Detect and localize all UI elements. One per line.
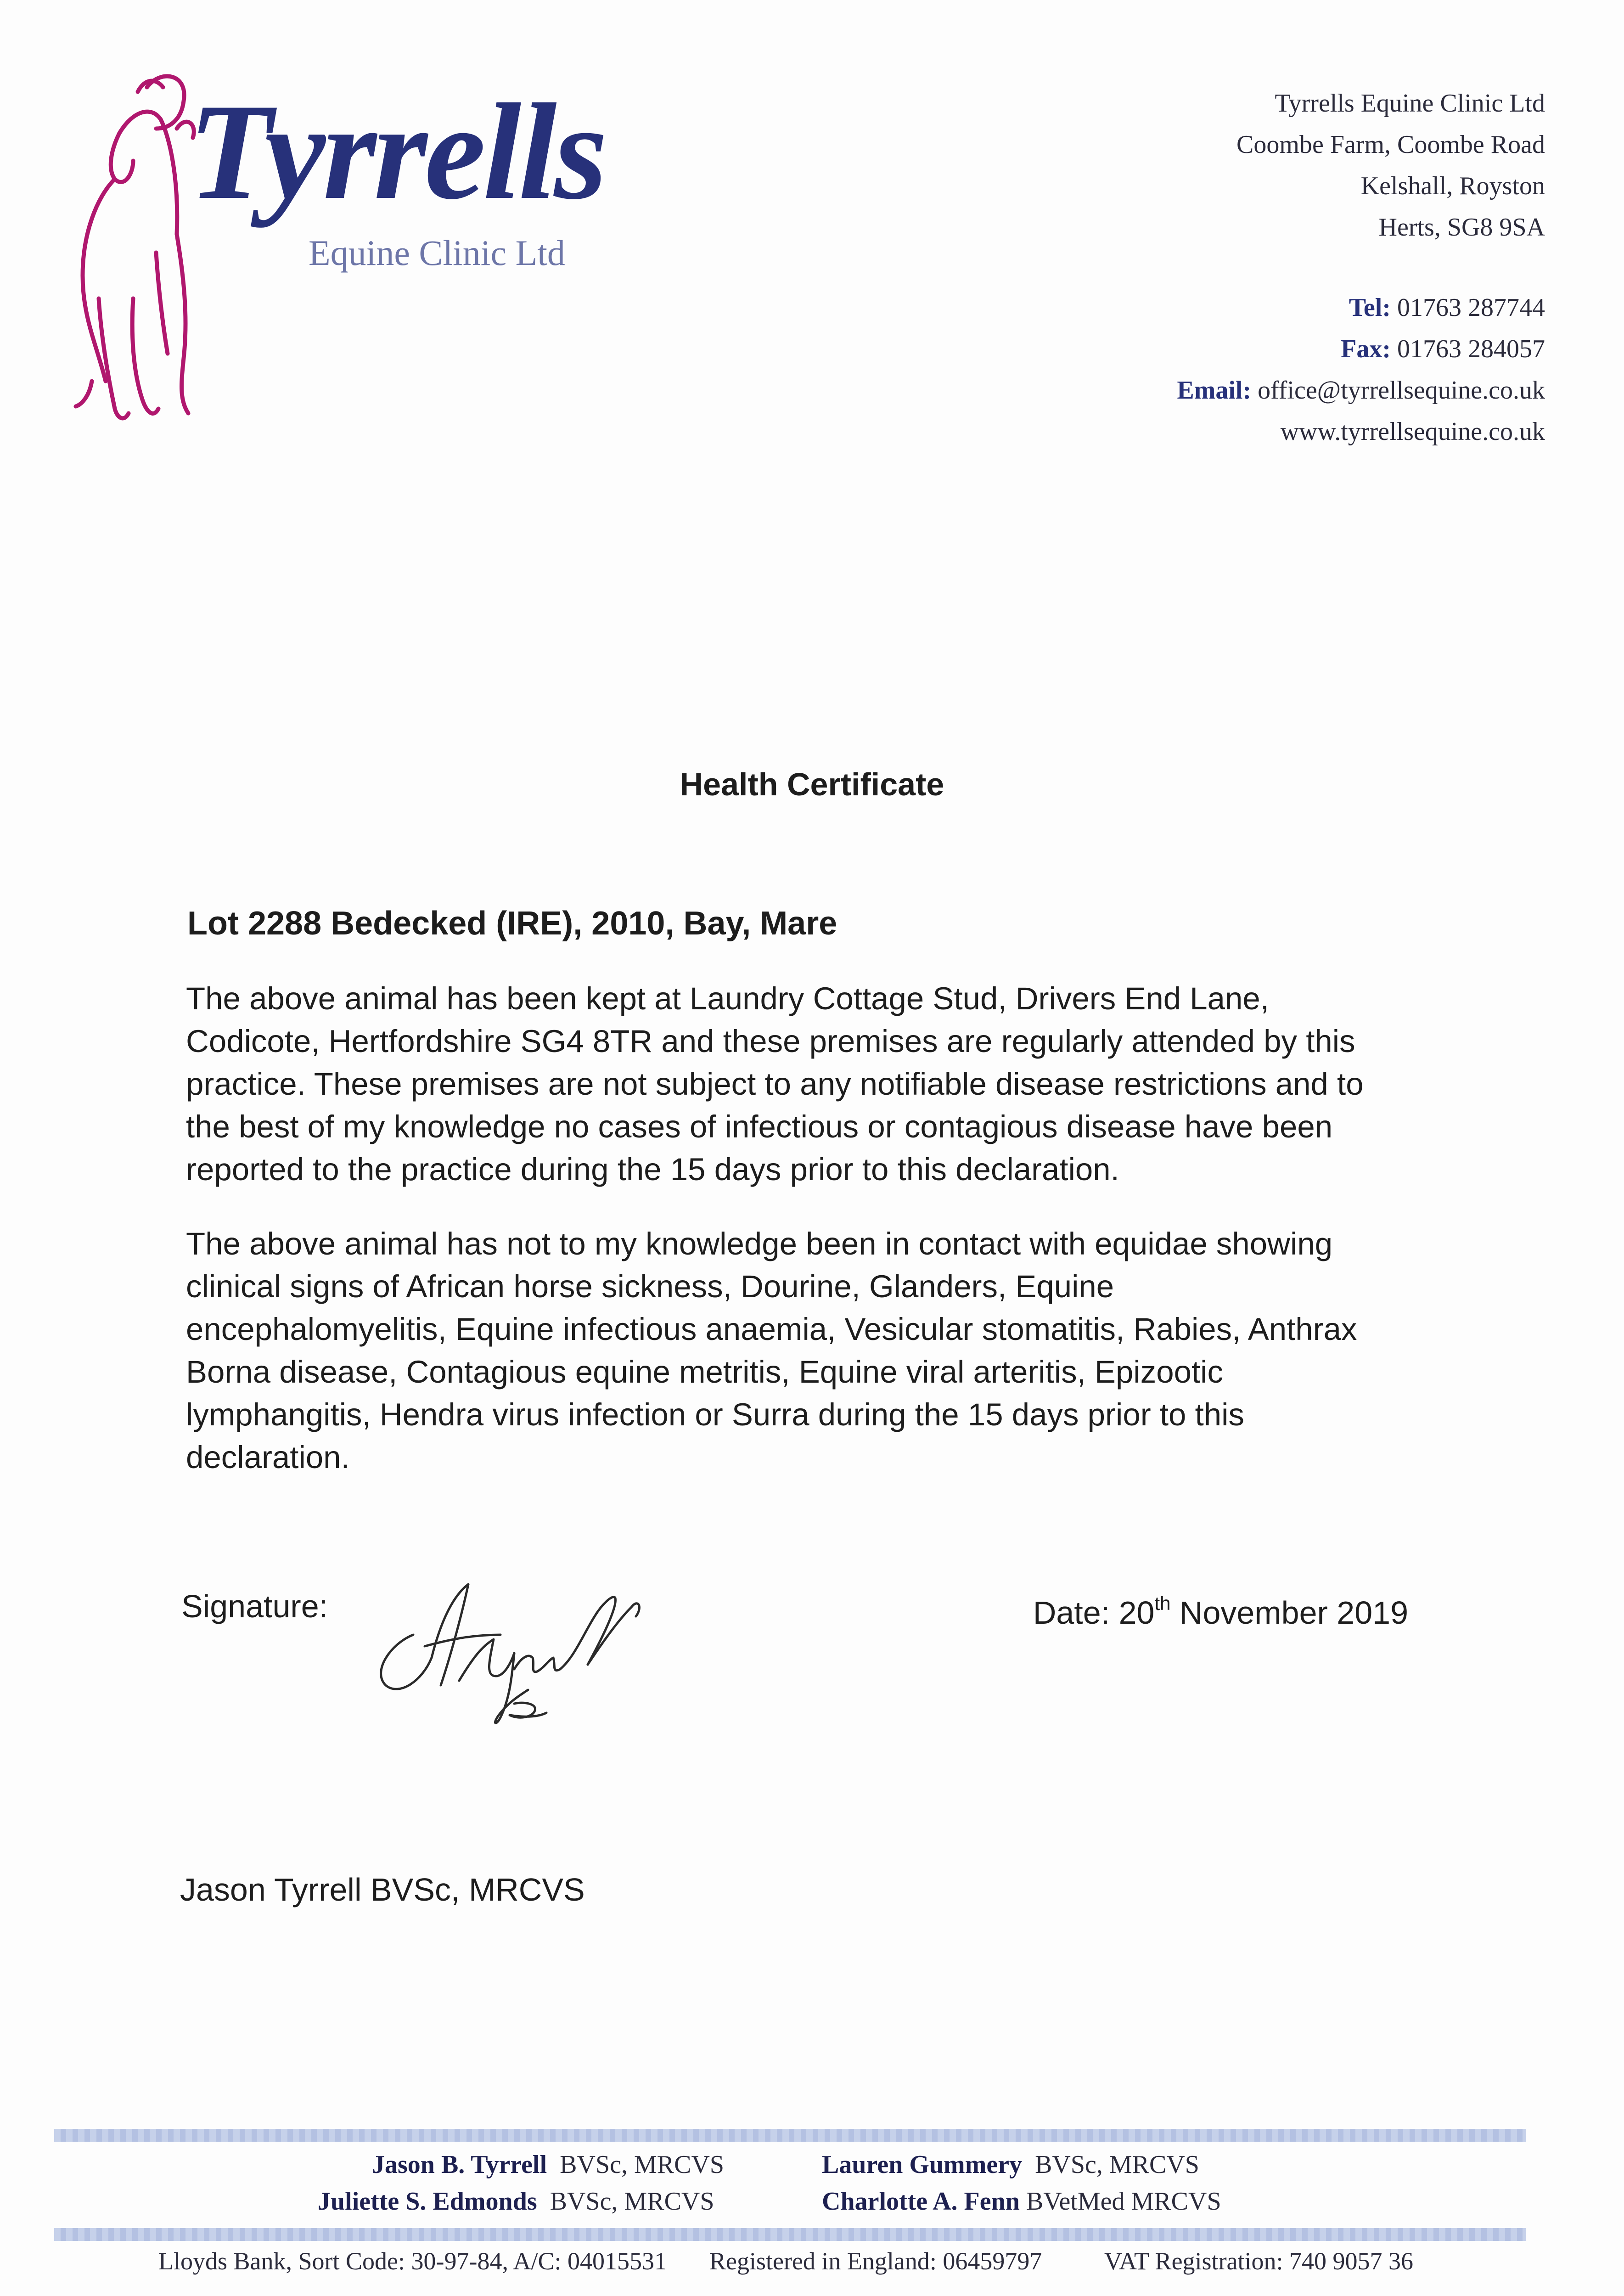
paragraph-line: encephalomyelitis, Equine infectious anaemia, Vesicular stomatitis, Rabies, Anthrax	[186, 1311, 1357, 1347]
paragraph-line: practice. These premises are not subject to any notifiable disease restrictions and to	[186, 1066, 1364, 1102]
signer-name: Jason Tyrrell BVSc, MRCVS	[180, 1872, 585, 1908]
logo-subtitle: Equine Clinic Ltd	[309, 233, 565, 273]
address-line: Herts, SG8 9SA	[1378, 213, 1545, 242]
fax-line	[1177, 328, 1545, 370]
address-line: Tyrrells Equine Clinic Ltd	[1275, 89, 1545, 118]
address-line: Coombe Farm, Coombe Road	[1236, 130, 1545, 159]
clinic-contact	[1177, 287, 1545, 452]
paragraph-line: Codicote, Hertfordshire SG4 8TR and these premises are regularly attended by this	[186, 1024, 1355, 1059]
logo-wordmark: Tyrrells	[188, 75, 605, 228]
staff-quals: BVSc, MRCVS	[560, 2150, 725, 2179]
staff-name: Lauren Gummery	[822, 2150, 1023, 2179]
email-link[interactable]: office@tyrrellsequine.co.uk	[1258, 376, 1545, 405]
email-label: Email:	[1177, 376, 1252, 405]
fax-label: Fax:	[1341, 335, 1391, 363]
tel-line	[1177, 287, 1545, 328]
staff-member	[822, 2187, 1221, 2216]
staff-name: Charlotte A. Fenn	[822, 2187, 1020, 2216]
staff-quals: BVetMed MRCVS	[1026, 2187, 1221, 2216]
fax-value: 01763 284057	[1397, 335, 1545, 363]
paragraph-line: clinical signs of African horse sickness, Dourine, Glanders, Equine	[186, 1269, 1114, 1304]
paragraph-line: The above animal has been kept at Laundry Cottage Stud, Drivers End Lane,	[186, 981, 1269, 1016]
clinic-address	[1236, 83, 1545, 248]
staff-member	[822, 2150, 1199, 2179]
staff-member	[318, 2187, 714, 2216]
footer-divider	[54, 2228, 1526, 2241]
staff-member	[372, 2150, 724, 2179]
staff-quals: BVSc, MRCVS	[1035, 2150, 1199, 2179]
tel-value: 01763 287744	[1397, 293, 1545, 322]
disease-contact-paragraph	[186, 1222, 1435, 1479]
email-line	[1177, 370, 1545, 411]
bank-details: Lloyds Bank, Sort Code: 30-97-84, A/C: 04015531	[158, 2247, 667, 2275]
date-label: Date: 20	[1033, 1595, 1155, 1631]
certificate-date	[1033, 1594, 1408, 1631]
date-ordinal: th	[1154, 1593, 1171, 1614]
company-registration: Registered in England: 06459797	[709, 2247, 1042, 2275]
lot-heading: Lot 2288 Bedecked (IRE), 2010, Bay, Mare	[187, 905, 837, 942]
staff-quals: BVSc, MRCVS	[550, 2187, 714, 2216]
date-rest: November 2019	[1170, 1595, 1408, 1631]
address-line: Kelshall, Royston	[1360, 172, 1545, 200]
document-title: Health Certificate	[680, 766, 944, 802]
footer-divider	[54, 2129, 1526, 2142]
staff-name: Juliette S. Edmonds	[318, 2187, 537, 2216]
staff-name: Jason B. Tyrrell	[372, 2150, 547, 2179]
vat-registration: VAT Registration: 740 9057 36	[1104, 2247, 1414, 2275]
paragraph-line: lymphangitis, Hendra virus infection or Surra during the 15 days prior to this	[186, 1397, 1244, 1432]
tel-label: Tel:	[1349, 293, 1391, 322]
website-link[interactable]: www.tyrrellsequine.co.uk	[1280, 417, 1545, 446]
premises-paragraph	[186, 977, 1435, 1191]
paragraph-line: declaration.	[186, 1440, 350, 1475]
paragraph-line: the best of my knowledge no cases of infectious or contagious disease have been	[186, 1109, 1333, 1144]
paragraph-line: Borna disease, Contagious equine metritis, Equine viral arteritis, Epizootic	[186, 1354, 1223, 1390]
signature-label: Signature:	[181, 1588, 328, 1624]
paragraph-line: reported to the practice during the 15 days prior to this declaration.	[186, 1152, 1119, 1187]
paragraph-line: The above animal has not to my knowledge been in contact with equidae showing	[186, 1226, 1333, 1261]
handwritten-signature	[363, 1566, 657, 1736]
